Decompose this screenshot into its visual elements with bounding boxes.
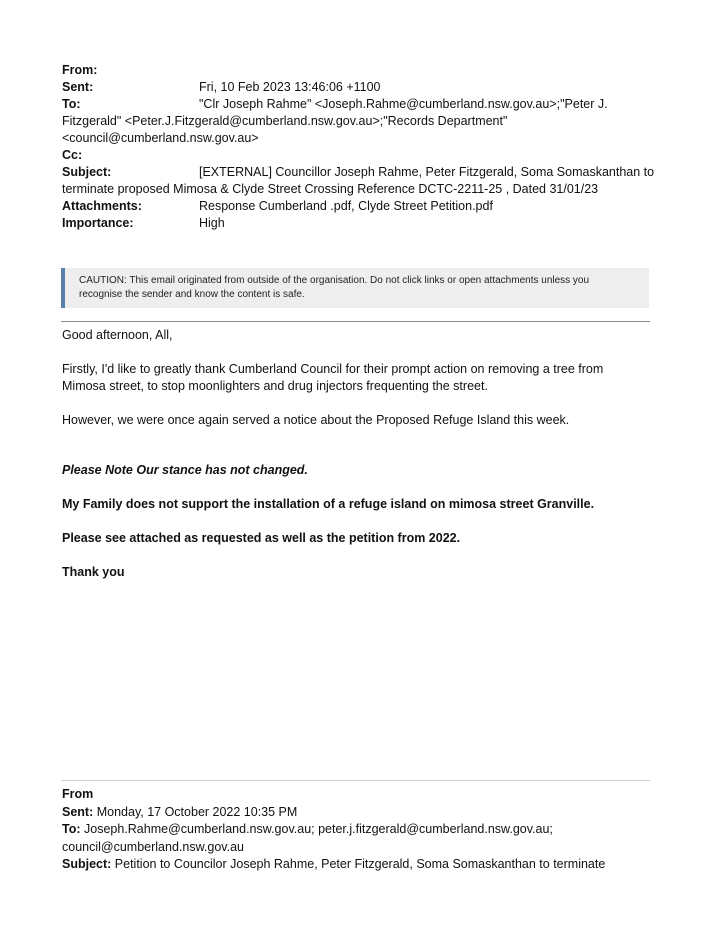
greeting: Good afternoon, All,	[62, 328, 173, 342]
from-row	[62, 62, 662, 79]
paragraph-notice: However, we were once again served a notice about the Proposed Refuge Island this week.	[62, 413, 570, 427]
support-statement: My Family does not support the installation of a refuge island on mimosa street Granville.	[62, 497, 595, 511]
fwd-subject-row	[62, 856, 662, 874]
cc-value	[199, 147, 662, 164]
sent-value: Fri, 10 Feb 2023 13:46:06 +1100	[199, 80, 381, 94]
from-label: From:	[62, 63, 98, 77]
subject-value-line2: terminate proposed Mimosa & Clyde Street Crossing Reference DCTC-2211-25 , Dated 31/01/23	[62, 182, 599, 196]
fwd-to-row	[62, 821, 662, 839]
fwd-to-value-line1: Joseph.Rahme@cumberland.nsw.gov.au; peter.j.fitzgerald@cumberland.nsw.gov.au;	[80, 822, 553, 836]
fwd-sent-row	[62, 804, 662, 822]
stance-note: Please Note Our stance has not changed.	[62, 463, 308, 477]
fwd-subject-label: Subject:	[62, 857, 112, 871]
caution-line2: recognise the sender and know the content is safe.	[79, 289, 305, 300]
fwd-sent-value: Monday, 17 October 2022 10:35 PM	[93, 804, 298, 819]
fwd-from-label: From	[62, 787, 94, 801]
to-value-line3: <council@cumberland.nsw.gov.au>	[62, 131, 259, 145]
subject-label: Subject:	[62, 165, 112, 179]
fwd-to-value-line2: council@cumberland.nsw.gov.au	[62, 839, 245, 854]
p1-line1: Firstly, I'd like to greatly thank Cumberland Council for their prompt action on removing a tree from	[62, 362, 604, 376]
importance-value: High	[199, 216, 225, 230]
forward-divider	[61, 780, 650, 781]
email-header	[62, 62, 662, 232]
to-label: To:	[62, 97, 81, 111]
forwarded-header	[62, 786, 662, 874]
subject-value-line1: [EXTERNAL] Councillor Joseph Rahme, Peter Fitzgerald, Soma Somaskanthan to	[199, 165, 655, 179]
from-value	[199, 62, 662, 79]
p1-line2: Mimosa street, to stop moonlighters and drug injectors frequenting the street.	[62, 379, 488, 393]
fwd-subject-value: Petition to Councilor Joseph Rahme, Peter Fitzgerald, Soma Somaskanthan to terminate	[111, 857, 606, 871]
importance-label: Importance:	[62, 216, 134, 230]
attachments-value[interactable]: Response Cumberland .pdf, Clyde Street Petition.pdf	[199, 199, 493, 213]
sent-label: Sent:	[62, 80, 94, 94]
paragraph-thanks-tree	[62, 361, 652, 395]
cc-label: Cc:	[62, 148, 83, 162]
fwd-to-label: To:	[62, 822, 81, 836]
attachment-note: Please see attached as requested as well as the petition from 2022.	[62, 531, 461, 545]
importance-row	[62, 215, 662, 232]
subject-row	[62, 164, 662, 181]
fwd-sent-label: Sent:	[62, 804, 94, 819]
sent-row	[62, 79, 662, 96]
caution-banner	[61, 268, 649, 308]
to-row	[62, 96, 662, 113]
to-value-line2: Fitzgerald" <Peter.J.Fitzgerald@cumberland.nsw.gov.au>;"Records Department"	[62, 114, 508, 128]
caution-line1: CAUTION: This email originated from outside of the organisation. Do not click links or open attachments unless you	[79, 275, 590, 286]
attachments-row	[62, 198, 662, 215]
cc-row	[62, 147, 662, 164]
to-value-line1: "Clr Joseph Rahme" <Joseph.Rahme@cumberland.nsw.gov.au>;"Peter J.	[199, 97, 608, 111]
header-divider	[61, 321, 650, 322]
sign-off: Thank you	[62, 565, 125, 579]
attachments-label: Attachments:	[62, 199, 142, 213]
